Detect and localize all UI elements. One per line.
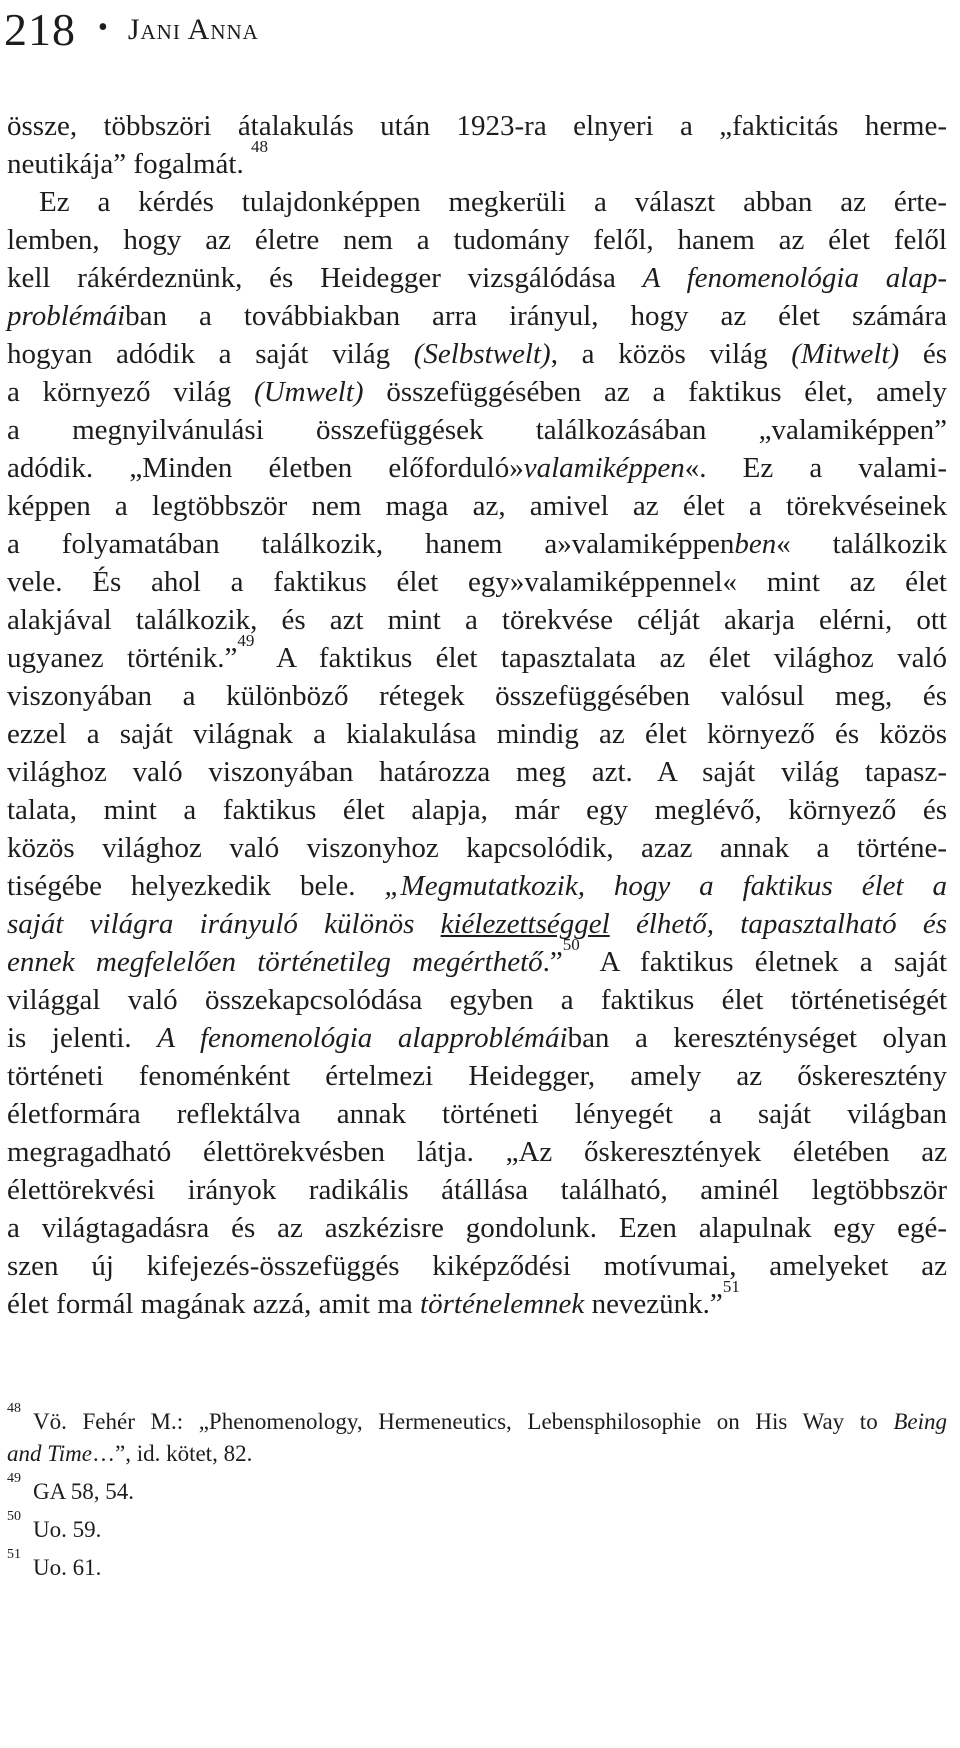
running-header [4,0,259,60]
text-line: a világtagadásra és az aszkézisre gondolunk. Ezen alapulnak egy egé- [7,1212,947,1244]
text-line: lemben, hogy az életre nem a tudomány felől, hanem az élet felől [7,224,947,256]
quotation-underlined: kiélezettséggel [440,908,610,940]
footnote-51: $^{51}$Uo. 61. [7,1547,102,1580]
header-separator: • [98,12,108,43]
footnote-ref: 51 [722,1277,740,1296]
quotation: saját világra irányuló különös [7,908,441,940]
footnote-ref: 49 [237,631,255,650]
book-title: A fenomenológia alapproblémái [157,1022,568,1054]
text-line: talata, mint a faktikus élet alapja, már egy meglévő, környező és [7,794,947,826]
text-line: világhoz való viszonyában határozza meg azt. A saját világ tapasz- [7,756,947,788]
term: (Selbstwelt) [413,338,551,370]
footnote-50: $^{50}$Uo. 59. [7,1509,102,1542]
text-line: életformára reflektálva annak történeti lényegét a saját világban [7,1098,947,1130]
text-line: alakjával találkozik, és azt mint a törekvése célját akarja elérni, ott [7,604,947,636]
text-line: élettörekvési irányok radikális átállása található, aminél legtöbbször [7,1174,947,1206]
term: (Mitwelt) [791,338,900,370]
text-line: a folyamatában találkozik, hanem a»valamiképpenben« találkozik [7,528,948,560]
book-title: Being [893,1409,947,1434]
text-line: tiségébe helyezkedik bele. „Megmutatkozik, hogy a faktikus élet a [7,870,947,902]
footnote-number: 49 [7,1471,21,1486]
text-line: viszonyában a különböző rétegek összefüggésében valósul meg, és [7,680,947,712]
emphasis: ben [734,528,777,560]
quotation: élhető, tapasztalható és [609,908,947,940]
text-line: vele. És ahol a faktikus élet egy»valamiképpennel« mint az élet [7,566,947,598]
text-line: történeti fenoménként értelmezi Heidegger, amely az őskereszténу [7,1060,947,1092]
footnote-49: $^{49}$GA 58, 54. [7,1471,134,1504]
emphasis: történelemnek [420,1288,585,1320]
text-line: ezzel a saját világnak a kialakulása mindig az élet környező és közös [7,718,947,750]
text-line: közös világhoz való viszonyhoz kapcsolódik, azaz annak a történe- [7,832,947,864]
text-line: a környező világ (Umwelt) összefüggésében az a faktikus élet, amely [7,376,947,408]
footnote-ref: 50 [562,935,580,954]
footnote-number: 48 [7,1401,21,1416]
footnote-48: $^{48}$Vö. Fehér M.: „Phenomenology, Hermeneutics, Lebensphilosophie on His Way to Being [7,1401,947,1434]
quotation: ennek megfelelően történetileg megérthető [7,946,543,978]
footnote-number: 51 [7,1547,21,1562]
text-line: neutikája” fogalmát. $^{48}$ [7,137,268,180]
text-line: kell rákérdeznünk, és Heidegger vizsgálódása A fenomenológia alap- [7,262,948,294]
text-line: szen új kifejezés-összefüggés kiképződési motívumai, amelyeket az [7,1250,947,1282]
text-line: problémáiban a továbbiakban arra irányul, hogy az élet számára [7,300,947,332]
emphasis: valamiképpen [523,452,685,484]
book-title: problémái [7,300,126,332]
text-line: képpen a legtöbbször nem maga az, amivel az élet a törekvéseinek [7,490,947,522]
text-line: ugyanez történik.”$^{49}$ A faktikus élet tapasztalata az élet világhoz való [7,631,948,674]
text-line: világgal való összekapcsolódása egyben a faktikus élet történetiségét [7,984,947,1016]
paragraph-first-line: Ez a kérdés tulajdonképpen megkerüli a választ abban az érte- [39,186,947,218]
text-line: is jelenti. A fenomenológia alapproblémáiban a kereszténységet olyan [7,1022,947,1054]
text-line: adódik. „Minden életben előforduló»valamiképpen«. Ez a valami- [7,452,947,484]
footnote-48-cont: and Time…”, id. kötet, 82. [7,1441,253,1466]
text-line: ennek megfelelően történetileg megérthető.”$^{50}$ A faktikus életnek a saját [7,935,948,978]
text-line: összе, többszöri átalakulás után 1923-ra elnyeri a „fakticitás herme- [7,110,947,142]
term: (Umwelt) [254,376,364,408]
page-number: 218 [4,4,76,55]
text-line [7,904,947,944]
book-title: A fenomenológia alap- [642,262,948,294]
footnote-number: 50 [7,1509,21,1524]
footnote-ref: 48 [250,137,268,156]
text-line: hogyan adódik a saját világ (Selbstwelt), a közös világ (Mitwelt) és [7,338,947,370]
author-name: Jani Anna [127,13,259,46]
text-line: megragadható élettörekvésben látja. „Az őskeresztények életében az [7,1136,947,1168]
text-line: élet formál magának azzá, amit ma történelemnek nevezünk.”$^{51}$ [7,1277,740,1320]
quotation: „Megmutatkozik, hogy a faktikus élet a [384,870,947,902]
book-title: and Time [7,1441,92,1466]
text-line: a megnyilvánulási összefüggések találkozásában „valamiképpen” [7,414,947,446]
